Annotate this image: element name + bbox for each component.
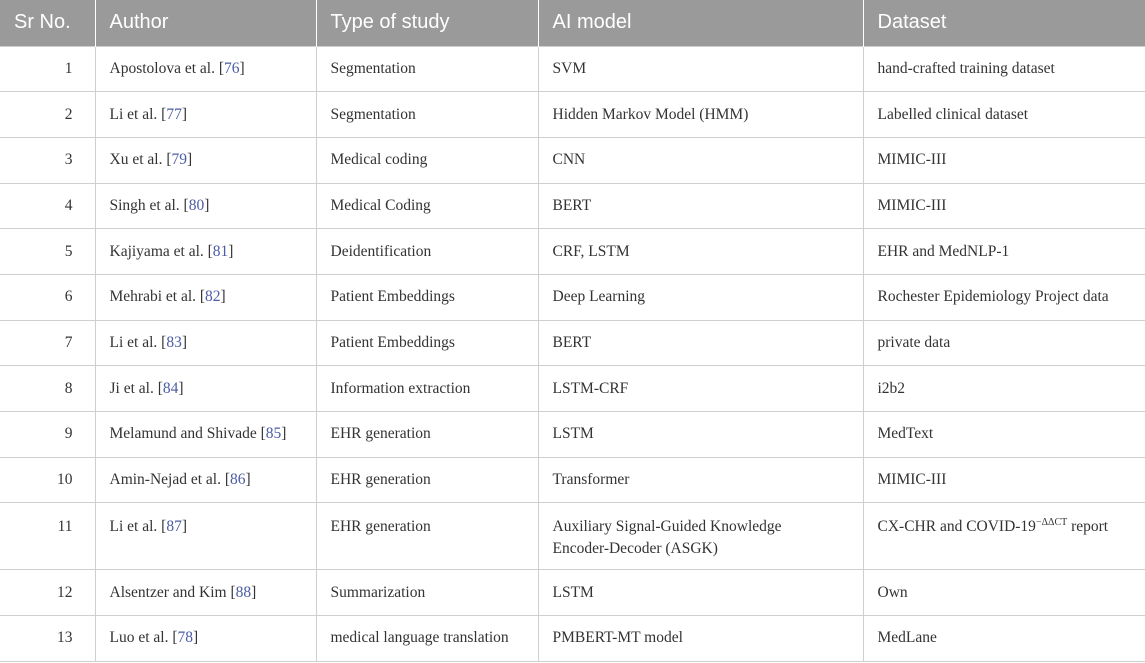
reference-link[interactable]: 84 — [162, 379, 179, 397]
sr-no-cell — [0, 92, 95, 138]
study-type-cell — [316, 457, 538, 503]
sr-no-cell — [0, 137, 95, 183]
reference-bracket: ] — [181, 333, 187, 351]
study-type-cell — [316, 92, 538, 138]
ai-model-cell — [538, 229, 863, 275]
table-row — [0, 46, 1145, 92]
reference-bracket: ] — [181, 518, 187, 536]
study-type: Patient Embeddings — [330, 288, 455, 306]
sr-no-cell — [0, 457, 95, 503]
ai-model-cell — [538, 412, 863, 458]
dataset: hand-crafted training dataset — [877, 59, 1055, 77]
study-type-cell — [316, 570, 538, 616]
ai-model: LSTM — [552, 425, 594, 443]
author-cell — [95, 503, 316, 570]
table-row — [0, 570, 1145, 616]
dataset-cell — [863, 412, 1145, 458]
author-cell — [95, 229, 316, 275]
dataset-tail: report — [1067, 518, 1109, 536]
dataset-cell — [863, 503, 1145, 570]
author-name: Alsentzer and Kim [ — [109, 583, 236, 601]
ai-model-cell — [538, 274, 863, 320]
ai-model-cell — [538, 320, 863, 366]
author-cell — [95, 92, 316, 138]
sr-no-cell — [0, 320, 95, 366]
table-row — [0, 92, 1145, 138]
author-name: Mehrabi et al. [ — [109, 288, 206, 306]
ai-model: BERT — [552, 196, 592, 214]
dataset: Own — [877, 583, 908, 601]
ai-model-cell — [538, 570, 863, 616]
author-name: Luo et al. [ — [109, 629, 178, 647]
study-type: Medical coding — [330, 151, 428, 169]
table-row — [0, 183, 1145, 229]
reference-link[interactable]: 81 — [212, 242, 229, 260]
reference-bracket: ] — [220, 288, 226, 306]
reference-link[interactable]: 85 — [265, 425, 282, 443]
study-type: Segmentation — [330, 105, 416, 123]
sr-no: 7 — [64, 333, 73, 351]
dataset: MIMIC-III — [877, 196, 947, 214]
reference-bracket: ] — [193, 629, 199, 647]
author-cell — [95, 457, 316, 503]
dataset: Labelled clinical dataset — [877, 105, 1029, 123]
header-sr-no: Sr No. — [0, 0, 95, 46]
reference-link[interactable]: 83 — [166, 333, 182, 351]
reference-bracket: ] — [186, 151, 193, 169]
study-type: Segmentation — [330, 59, 416, 77]
table-row — [0, 503, 1145, 570]
ai-model-cell — [538, 457, 863, 503]
author-name: Li et al. [ — [109, 105, 167, 123]
sr-no: 12 — [57, 583, 73, 601]
ai-model: CRF, LSTM — [552, 242, 630, 260]
ai-model: BERT — [552, 333, 592, 351]
table-row — [0, 412, 1145, 458]
dataset-cell — [863, 457, 1145, 503]
study-type-cell — [316, 274, 538, 320]
table-row — [0, 457, 1145, 503]
dataset: i2b2 — [877, 379, 906, 397]
dataset-cell — [863, 46, 1145, 92]
author-name: Singh et al. [ — [109, 196, 189, 214]
study-type: Deidentification — [330, 242, 432, 260]
sr-no: 9 — [64, 425, 73, 443]
author-name: Kajiyama et al. [ — [109, 242, 213, 260]
author-name: Amin-Nejad et al. [ — [109, 471, 231, 489]
dataset: Rochester Epidemiology Project data — [877, 288, 1109, 306]
dataset-cell — [863, 274, 1145, 320]
study-type: Medical Coding — [330, 196, 431, 214]
study-type-cell — [316, 616, 538, 662]
reference-link[interactable]: 78 — [177, 629, 194, 647]
table-row — [0, 229, 1145, 275]
study-type-cell — [316, 320, 538, 366]
dataset-cell — [863, 229, 1145, 275]
reference-bracket: ] — [239, 59, 245, 77]
table-row — [0, 366, 1145, 412]
author-cell — [95, 412, 316, 458]
table-row — [0, 616, 1145, 662]
reference-link[interactable]: 79 — [171, 151, 187, 169]
author-name: Ji et al. [ — [109, 379, 163, 397]
author-cell — [95, 616, 316, 662]
ai-model-cell — [538, 46, 863, 92]
reference-link[interactable]: 87 — [166, 518, 182, 536]
study-type-cell — [316, 229, 538, 275]
ai-model: LSTM — [552, 583, 594, 601]
ai-model-cell — [538, 137, 863, 183]
dataset-cell — [863, 92, 1145, 138]
author-cell — [95, 137, 316, 183]
author-cell — [95, 46, 316, 92]
reference-link[interactable]: 76 — [224, 59, 240, 77]
dataset-cell — [863, 183, 1145, 229]
dataset-cell — [863, 570, 1145, 616]
author-name: Melamund and Shivade [ — [109, 425, 266, 443]
dataset-cell — [863, 616, 1145, 662]
sr-no: 3 — [64, 151, 73, 169]
header-author: Author — [95, 0, 316, 46]
reference-link[interactable]: 88 — [235, 583, 252, 601]
sr-no: 13 — [57, 629, 73, 647]
sr-no-cell — [0, 366, 95, 412]
ai-model: LSTM-CRF — [552, 379, 629, 397]
author-cell — [95, 320, 316, 366]
ai-model-cell — [538, 183, 863, 229]
sr-no-cell — [0, 412, 95, 458]
dataset: MIMIC-III — [877, 471, 947, 489]
table-row — [0, 320, 1145, 366]
study-type: Summarization — [330, 583, 426, 601]
study-type-cell — [316, 366, 538, 412]
author-name: Xu et al. [ — [109, 151, 172, 169]
sr-no: 2 — [64, 105, 73, 123]
study-type: EHR generation — [330, 471, 431, 489]
ai-model: Deep Learning — [552, 288, 646, 306]
ai-model: Auxiliary Signal-Guided Knowledge — [552, 518, 782, 536]
header-ai-model: AI model — [538, 0, 863, 46]
header-type-of-study: Type of study — [316, 0, 538, 46]
sr-no-cell — [0, 274, 95, 320]
ai-model: PMBERT-MT model — [552, 629, 683, 647]
author-cell — [95, 274, 316, 320]
sr-no-cell — [0, 570, 95, 616]
dataset: private data — [877, 333, 951, 351]
ai-model-cell — [538, 92, 863, 138]
dataset: MedLane — [877, 629, 937, 647]
reference-link[interactable]: 77 — [166, 105, 182, 123]
sr-no-cell — [0, 503, 95, 570]
ai-model-cell — [538, 503, 863, 570]
dataset: MIMIC-III — [877, 151, 947, 169]
ai-model: CNN — [552, 151, 586, 169]
dataset-cell — [863, 320, 1145, 366]
study-type-cell — [316, 46, 538, 92]
dataset-cell — [863, 366, 1145, 412]
author-cell — [95, 183, 316, 229]
header-dataset: Dataset — [863, 0, 1145, 46]
sr-no: 10 — [57, 471, 73, 489]
author-cell — [95, 570, 316, 616]
author-name: Li et al. [ — [109, 518, 167, 536]
study-type-cell — [316, 412, 538, 458]
author-name: Li et al. [ — [109, 333, 167, 351]
ai-model-continued: Encoder-Decoder (ASGK) — [552, 540, 718, 558]
study-type-cell — [316, 137, 538, 183]
reference-link[interactable]: 80 — [188, 196, 205, 214]
ai-model-cell — [538, 616, 863, 662]
ai-model: SVM — [552, 59, 587, 77]
sr-no: 5 — [64, 242, 73, 260]
sr-no: 8 — [64, 379, 73, 397]
table-row — [0, 137, 1145, 183]
reference-bracket: ] — [204, 196, 210, 214]
reference-link[interactable]: 86 — [230, 471, 246, 489]
dataset-cell — [863, 137, 1145, 183]
sr-no-cell — [0, 616, 95, 662]
sr-no-cell — [0, 183, 95, 229]
study-type: EHR generation — [330, 518, 431, 536]
ai-model: Hidden Markov Model (HMM) — [552, 105, 749, 123]
sr-no: 11 — [57, 518, 73, 536]
dataset: MedText — [877, 425, 934, 443]
sr-no: 1 — [64, 59, 73, 77]
ai-model-cell — [538, 366, 863, 412]
study-type: Information extraction — [330, 379, 471, 397]
reference-bracket: ] — [178, 379, 184, 397]
study-type: medical language translation — [330, 629, 509, 647]
sr-no: 4 — [64, 196, 73, 214]
dataset: EHR and MedNLP-1 — [877, 242, 1010, 260]
reference-link[interactable]: 82 — [205, 288, 221, 306]
reference-bracket: ] — [228, 242, 234, 260]
dataset-superscript: −ΔΔCT — [1035, 517, 1068, 529]
study-type-cell — [316, 183, 538, 229]
study-type: Patient Embeddings — [330, 333, 455, 351]
table-body — [0, 46, 1145, 661]
table-row — [0, 274, 1145, 320]
sr-no: 6 — [64, 288, 73, 306]
sr-no-cell — [0, 46, 95, 92]
reference-bracket: ] — [281, 425, 287, 443]
author-name: Apostolova et al. [ — [109, 59, 225, 77]
table-header — [0, 0, 1145, 46]
sr-no-cell — [0, 229, 95, 275]
study-type-cell — [316, 503, 538, 570]
reference-bracket: ] — [245, 471, 251, 489]
ai-model: Transformer — [552, 471, 630, 489]
header-row — [0, 0, 1145, 46]
author-cell — [95, 366, 316, 412]
reference-bracket: ] — [251, 583, 257, 601]
reference-bracket: ] — [181, 105, 187, 123]
study-type: EHR generation — [330, 425, 431, 443]
dataset: CX-CHR and COVID-19 — [877, 518, 1036, 536]
